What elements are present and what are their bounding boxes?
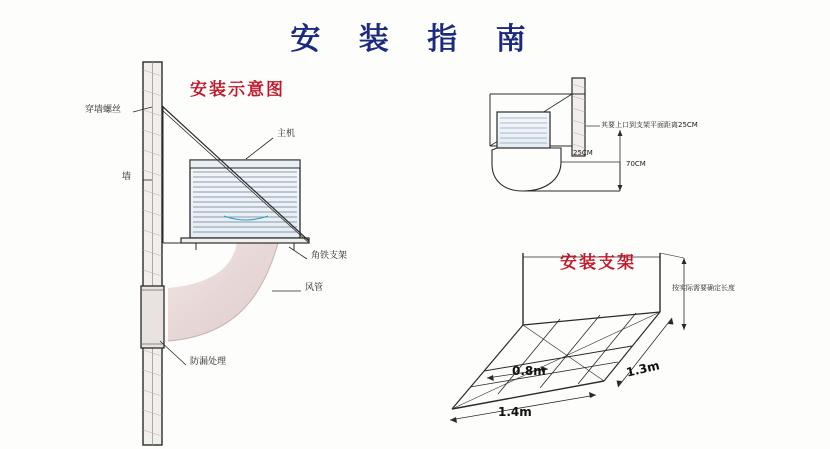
bracket-3d — [450, 253, 687, 423]
label-duct: 风管 — [305, 283, 324, 293]
dim-side: 1.3m — [624, 358, 661, 380]
leak-proof-sleeve — [141, 286, 164, 348]
label-main-unit: 主机 — [277, 129, 296, 139]
bracket-diagram-heading: 安装支架 — [560, 253, 636, 273]
label-wall: 墙 — [122, 172, 132, 182]
main-unit — [181, 160, 309, 250]
label-bracket-note: 按实际需要确定长度 — [672, 284, 735, 292]
wall-group — [143, 62, 162, 445]
label-leak-proof: 防漏处理 — [190, 357, 227, 367]
left-diagram-heading: 安装示意图 — [190, 80, 285, 100]
label-top-right-note: 其要上口到支架平面距离25CM — [601, 121, 698, 129]
top-right-diagram — [490, 78, 623, 191]
label-dim-70cm: 70CM — [626, 160, 646, 168]
dim-depth: 0.8m — [512, 364, 546, 378]
label-angle-bracket: 角铁支架 — [311, 251, 348, 261]
label-dim-25cm: 25CM — [573, 149, 593, 157]
dim-width: 1.4m — [498, 405, 532, 419]
label-wall-bolt: 穿墙螺丝 — [85, 105, 122, 115]
duct-shape — [168, 243, 278, 341]
page-title: 安 装 指 南 — [290, 22, 540, 57]
